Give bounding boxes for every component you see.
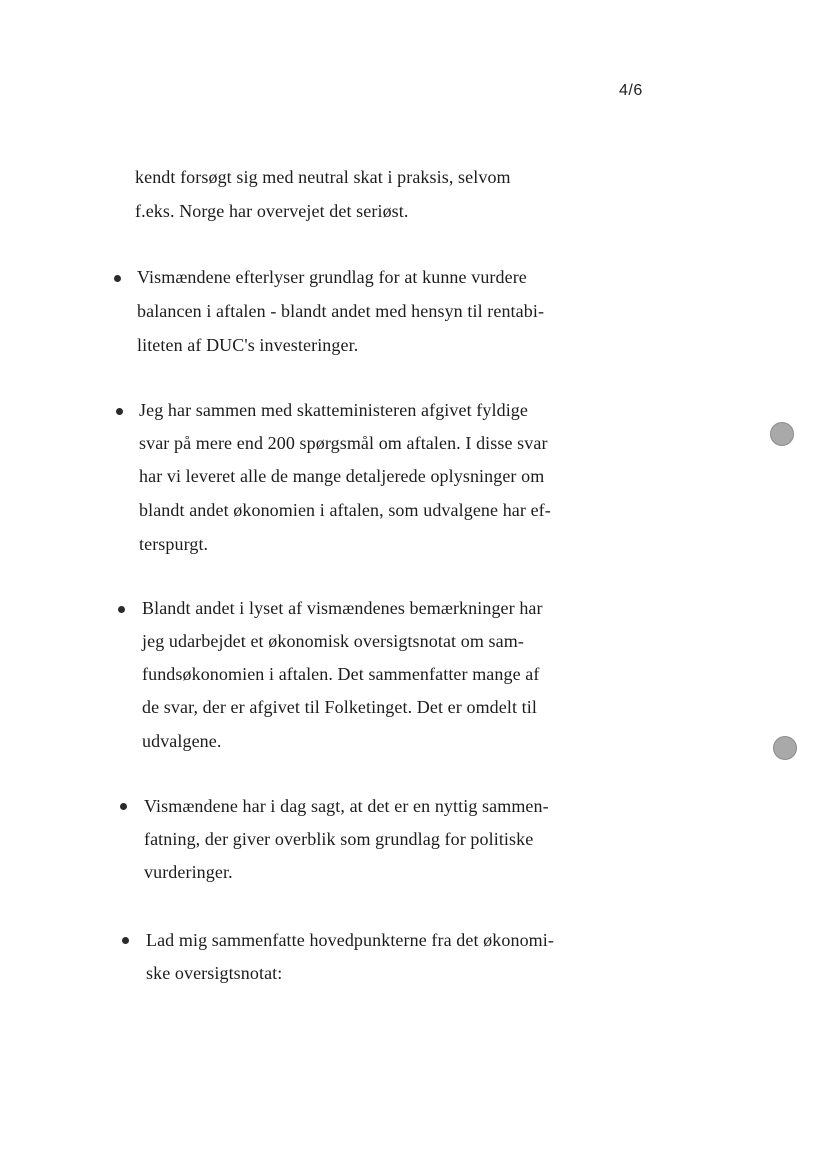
bullet-line: udvalgene. bbox=[142, 731, 222, 751]
bullet-line: har vi leveret alle de mange detaljerede oplysninger om bbox=[139, 466, 545, 486]
bullet-line: balancen i aftalen - blandt andet med hensyn til rentabi- bbox=[137, 301, 545, 321]
bullet-line: fundsøkonomien i aftalen. Det sammenfatter mange af bbox=[142, 664, 540, 684]
punch-hole bbox=[770, 422, 794, 446]
bullet-point bbox=[122, 937, 129, 944]
bullet-line: Blandt andet i lyset af vismændenes bemærkninger har bbox=[142, 598, 543, 618]
bullet-point bbox=[114, 275, 121, 282]
page-number: 4/6 bbox=[619, 82, 643, 99]
bullet-line: Vismændene har i dag sagt, at det er en nyttig sammen- bbox=[144, 796, 549, 816]
bullet-point bbox=[120, 803, 127, 810]
intro-line: kendt forsøgt sig med neutral skat i praksis, selvom bbox=[135, 167, 511, 187]
intro-line: f.eks. Norge har overvejet det seriøst. bbox=[135, 201, 409, 221]
bullet-line: fatning, der giver overblik som grundlag for politiske bbox=[144, 829, 534, 849]
bullet-line: Lad mig sammenfatte hovedpunkterne fra det økonomi- bbox=[146, 930, 554, 950]
bullet-point bbox=[118, 606, 125, 613]
bullet-line: ske oversigtsnotat: bbox=[146, 963, 283, 983]
bullet-line: svar på mere end 200 spørgsmål om aftalen. I disse svar bbox=[139, 433, 548, 453]
bullet-line: blandt andet økonomien i aftalen, som udvalgene har ef- bbox=[139, 500, 551, 520]
bullet-line: Jeg har sammen med skatteministeren afgivet fyldige bbox=[139, 400, 528, 420]
bullet-line: liteten af DUC's investeringer. bbox=[137, 335, 359, 355]
punch-hole bbox=[773, 736, 797, 760]
bullet-line: jeg udarbejdet et økonomisk oversigtsnotat om sam- bbox=[142, 631, 524, 651]
bullet-line: Vismændene efterlyser grundlag for at kunne vurdere bbox=[137, 267, 527, 287]
bullet-line: de svar, der er afgivet til Folketinget. Det er omdelt til bbox=[142, 697, 537, 717]
bullet-line: vurderinger. bbox=[144, 862, 233, 882]
bullet-point bbox=[116, 408, 123, 415]
bullet-line: terspurgt. bbox=[139, 534, 209, 554]
